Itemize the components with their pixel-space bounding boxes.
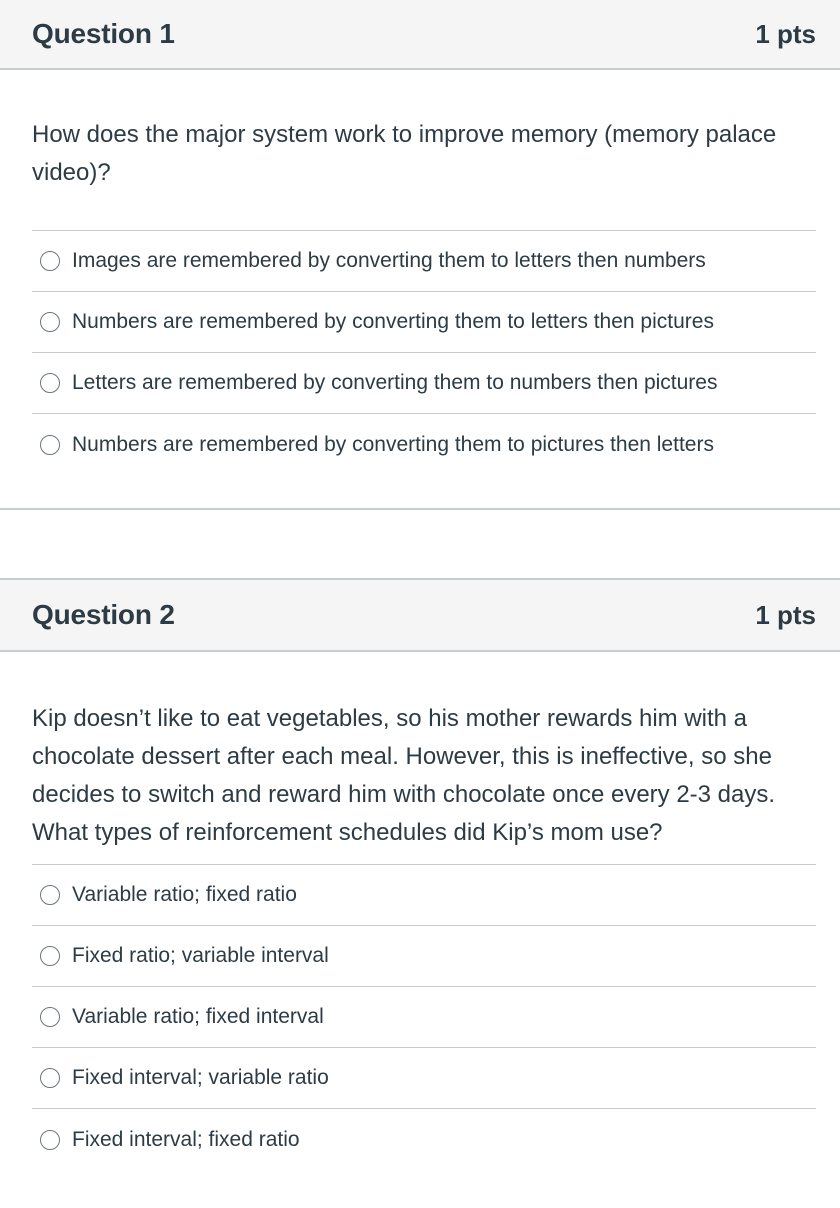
answer-label[interactable]: Variable ratio; fixed ratio <box>72 883 297 906</box>
answer-label[interactable]: Variable ratio; fixed interval <box>72 1005 324 1028</box>
question-2 <box>0 578 840 1170</box>
answer-option[interactable] <box>32 926 816 987</box>
question-title: Question 2 <box>32 599 175 630</box>
answer-label[interactable]: Fixed ratio; variable interval <box>72 944 329 967</box>
radio-button[interactable] <box>40 1130 60 1150</box>
answer-label[interactable]: Fixed interval; fixed ratio <box>72 1127 300 1151</box>
answer-option[interactable] <box>32 1109 816 1170</box>
answer-label[interactable]: Fixed interval; variable ratio <box>72 1066 329 1089</box>
answer-label[interactable]: Numbers are remembered by converting them to letters then pictures <box>72 310 714 333</box>
radio-button[interactable] <box>40 885 60 905</box>
answer-label[interactable]: Numbers are remembered by converting them to pictures then letters <box>72 432 714 456</box>
answer-option[interactable] <box>32 865 816 926</box>
answer-option[interactable] <box>32 231 816 292</box>
answer-option[interactable] <box>32 414 816 475</box>
answer-option[interactable] <box>32 987 816 1048</box>
radio-button[interactable] <box>40 251 60 271</box>
question-divider <box>0 508 840 510</box>
radio-button[interactable] <box>40 435 60 455</box>
question-text: How does the major system work to improve memory (memory palace video)? <box>32 121 777 186</box>
radio-button[interactable] <box>40 373 60 393</box>
radio-button[interactable] <box>40 946 60 966</box>
answer-option[interactable] <box>32 1048 816 1109</box>
question-points: 1 pts <box>755 18 816 49</box>
answer-label[interactable]: Images are remembered by converting them to letters then numbers <box>72 249 706 272</box>
answer-option[interactable] <box>32 353 816 414</box>
answer-label[interactable]: Letters are remembered by converting them to numbers then pictures <box>72 371 718 394</box>
question-header <box>0 578 840 652</box>
answer-list <box>32 864 816 1170</box>
answer-list <box>32 230 816 475</box>
question-1 <box>0 0 840 475</box>
question-title: Question 1 <box>32 18 175 49</box>
radio-button[interactable] <box>40 312 60 332</box>
radio-button[interactable] <box>40 1007 60 1027</box>
answer-option[interactable] <box>32 292 816 353</box>
question-header <box>0 0 840 70</box>
question-text: Kip doesn’t like to eat vegetables, so his mother rewards him with a chocolate dessert after each meal. However, this is ineffective, so she decides to switch and reward him with chocolate once every 2-3 days. What types of reinforcement schedules did Kip’s mom use? <box>32 705 776 846</box>
question-points: 1 pts <box>755 599 816 630</box>
radio-button[interactable] <box>40 1068 60 1088</box>
